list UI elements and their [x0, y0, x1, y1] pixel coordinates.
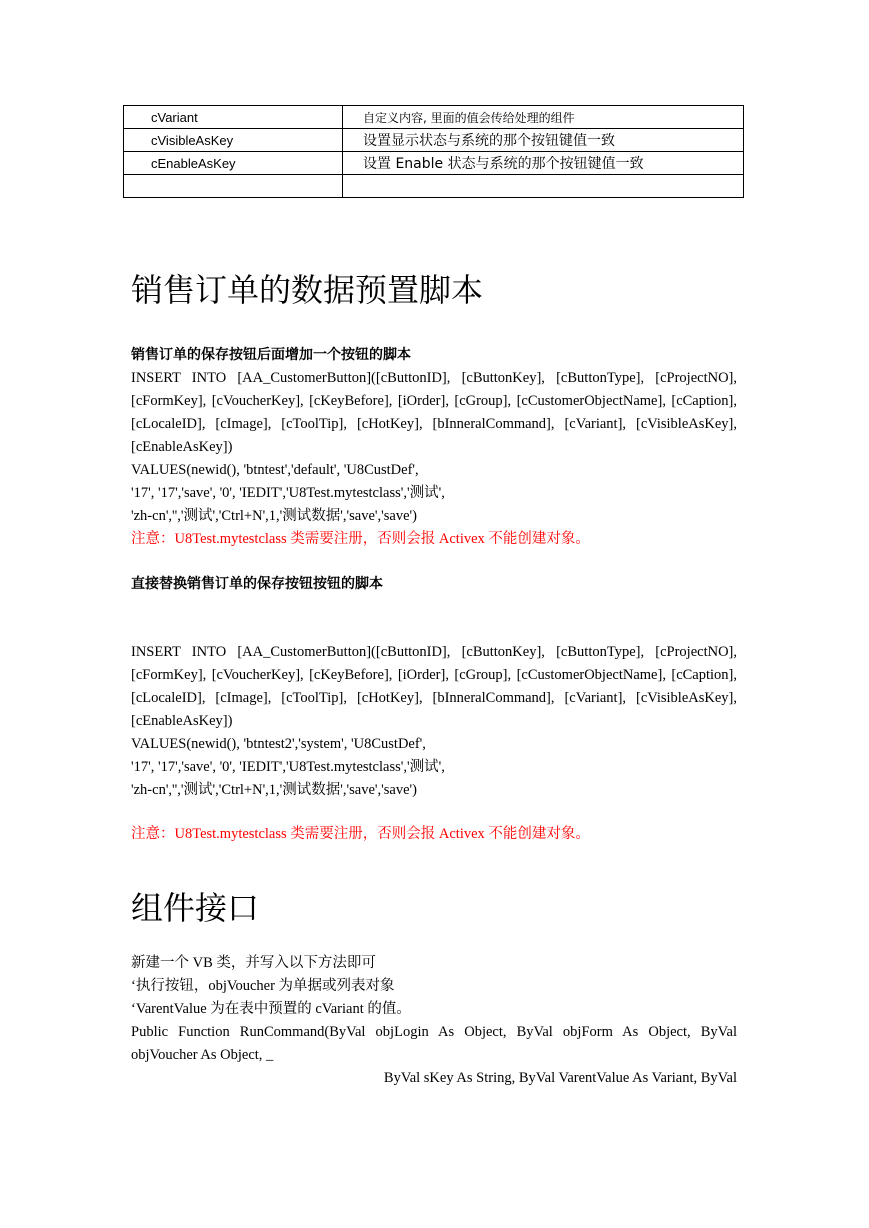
- sql-values-line: '17', '17','save', '0', 'IEDIT','U8Test.mytestclass','测试',: [131, 759, 445, 775]
- document-body: [131, 268, 737, 1090]
- subheading-add-button: 销售订单的保存按钮后面增加一个按钮的脚本: [131, 347, 411, 363]
- warning-note: 注意：U8Test.mytestclass 类需要注册，否则会报 Activex 不能创建对象。: [131, 826, 590, 842]
- param-name: [124, 175, 343, 198]
- param-name: cEnableAsKey: [124, 152, 343, 175]
- sql-insert: INSERT INTO [AA_CustomerButton]([cButtonID], [cButtonKey], [cButtonType], [cProjectNO], [cFormKey], [cVoucherKey], [cKeyBefore], [iOrder], [cGroup], [cCustomerObjectName], [cCaption], [cLocaleID], [cImage], [cToolTip], [cHotKey], [bInneralCommand], [cVariant], [cVisibleAsKey], [cEnableAsKey]): [131, 644, 737, 729]
- table-row: [124, 106, 744, 129]
- param-desc: 自定义内容, 里面的值会传给处理的组件: [343, 106, 744, 129]
- code-line: Public Function RunCommand(ByVal objLogin As Object, ByVal objForm As Object, ByVal objVoucher As Object, _: [131, 1024, 737, 1063]
- sql-insert: INSERT INTO [AA_CustomerButton]([cButtonID], [cButtonKey], [cButtonType], [cProjectNO], [cFormKey], [cVoucherKey], [cKeyBefore], [iOrder], [cGroup], [cCustomerObjectName], [cCaption], [cLocaleID], [cImage], [cToolTip], [cHotKey], [bInneralCommand], [cVariant], [cVisibleAsKey], [cEnableAsKey]): [131, 370, 737, 455]
- param-name: cVariant: [124, 106, 343, 129]
- sql-values-line: 'zh-cn','','测试','Ctrl+N',1,'测试数据','save','save'): [131, 782, 417, 798]
- table-row: [124, 152, 744, 175]
- sql-values-line: 'zh-cn','','测试','Ctrl+N',1,'测试数据','save','save'): [131, 508, 417, 524]
- code-line: ByVal sKey As String, ByVal VarentValue As Variant, ByVal: [383, 1070, 737, 1086]
- code-comment: ‘执行按钮，objVoucher 为单据或列表对象: [131, 978, 395, 994]
- param-desc: [343, 175, 744, 198]
- sql-values-line: VALUES(newid(), 'btntest','default', 'U8CustDef',: [131, 462, 419, 478]
- sql-values-line: '17', '17','save', '0', 'IEDIT','U8Test.mytestclass','测试',: [131, 485, 445, 501]
- warning-note: 注意：U8Test.mytestclass 类需要注册，否则会报 Activex 不能创建对象。: [131, 531, 590, 547]
- subheading-replace-button: 直接替换销售订单的保存按钮按钮的脚本: [131, 576, 383, 592]
- param-name: cVisibleAsKey: [124, 129, 343, 152]
- table-row: [124, 175, 744, 198]
- param-desc: 设置 Enable 状态与系统的那个按钮键值一致: [343, 152, 744, 175]
- sql-values-line: VALUES(newid(), 'btntest2','system', 'U8CustDef',: [131, 736, 426, 752]
- section-title-data-script: 销售订单的数据预置脚本: [131, 271, 484, 309]
- param-table: [123, 105, 744, 198]
- body-text: 新建一个 VB 类，并写入以下方法即可: [131, 955, 376, 971]
- code-comment: ‘VarentValue 为在表中预置的 cVariant 的值。: [131, 1001, 411, 1017]
- table-row: [124, 129, 744, 152]
- param-desc: 设置显示状态与系统的那个按钮键值一致: [343, 129, 744, 152]
- section-title-component-interface: 组件接口: [131, 889, 260, 927]
